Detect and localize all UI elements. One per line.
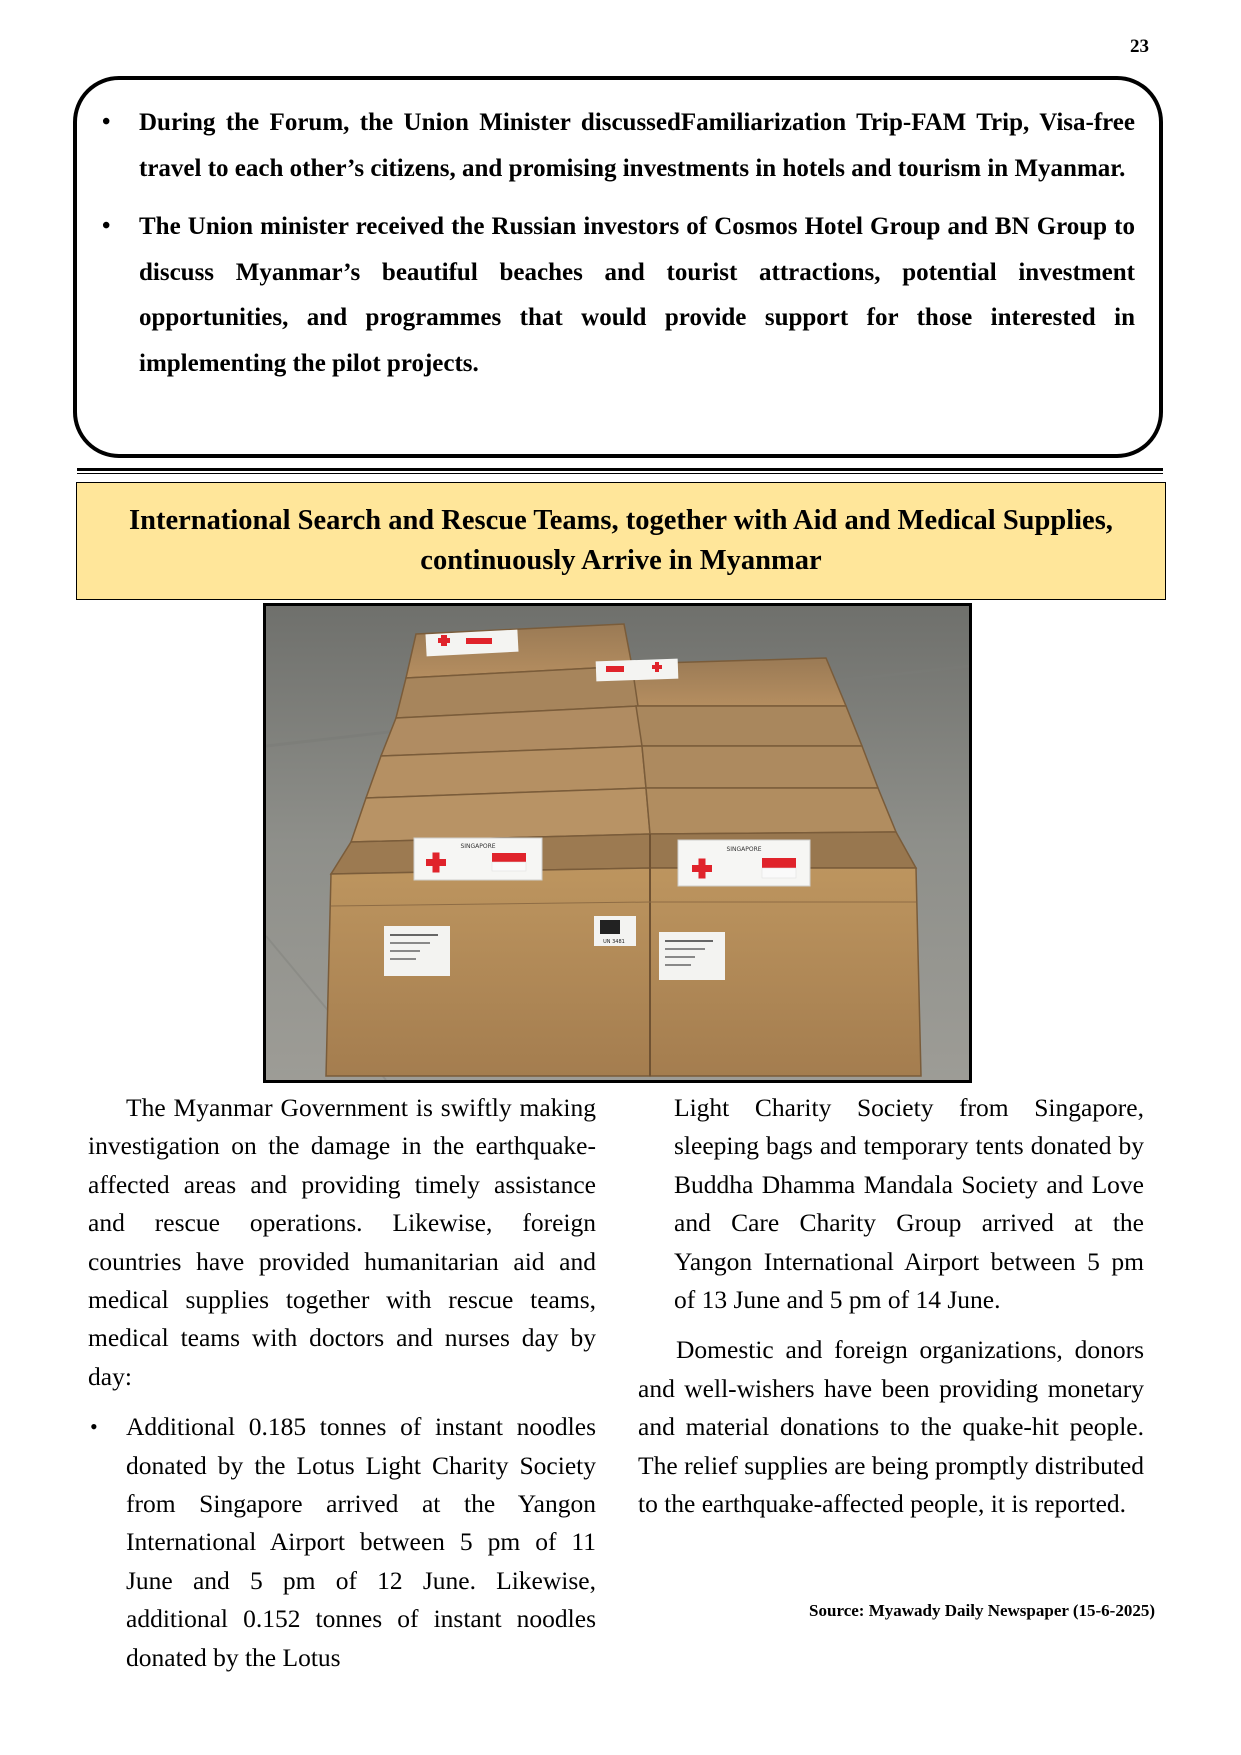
source-citation: Source: Myawady Daily Newspaper (15-6-2025) xyxy=(809,1601,1155,1620)
intro-paragraph: The Myanmar Government is swiftly making investigation on the damage in the earthquake-affected areas and providing timely assistance and rescue operations. Likewise, foreign countries have provided humanitarian aid and medical supplies together with rescue teams, medical teams with doctors and nurses day by day: xyxy=(88,1093,596,1391)
right-column xyxy=(638,1089,1144,1523)
bullet-dot: • xyxy=(90,1414,98,1440)
aid-bullet-item xyxy=(88,1408,596,1677)
rear-label-2 xyxy=(596,659,679,682)
closing-paragraph: Domestic and foreign organizations, donors and well-wishers have been providing monetary and material donations to the quake-hit people. The relief supplies are being promptly distributed to the earthquake-affected people, it is reported. xyxy=(638,1335,1144,1519)
highlight-box xyxy=(73,76,1163,458)
singapore-label-text: SINGAPORE xyxy=(726,846,762,853)
section-divider-thin xyxy=(77,473,1163,474)
headline-line-2: continuously Arrive in Myanmar xyxy=(420,545,822,576)
left-column xyxy=(88,1089,596,1677)
article-photo xyxy=(263,603,972,1083)
singapore-label-right xyxy=(678,840,810,886)
headline-line-1: International Search and Rescue Teams, together with Aid and Medical Supplies, xyxy=(129,505,1113,536)
singapore-label-left xyxy=(414,838,542,880)
address-label-left xyxy=(384,926,450,976)
singapore-label-text: SINGAPORE xyxy=(460,843,496,850)
aid-boxes-photo xyxy=(266,606,969,1080)
aid-bullet-text: Additional 0.185 tonnes of instant noodles donated by the Lotus Light Charity Society from Singapore arrived at the Yangon International Airport between 5 pm of 11 June and 5 pm of 12 June. Likewise, additional 0.152 tonnes of instant noodles donated by the Lotus xyxy=(126,1412,596,1672)
page-number: 23 xyxy=(1130,36,1149,57)
article-headline xyxy=(76,482,1166,600)
section-divider xyxy=(77,468,1163,471)
hazard-label-text: UN 3481 xyxy=(603,939,625,945)
hazard-label xyxy=(594,916,636,946)
highlight-bullet-list xyxy=(97,100,1135,386)
address-label-right xyxy=(659,932,725,980)
highlight-bullet: • The Union minister received the Russian investors of Cosmos Hotel Group and BN Group to discuss Myanmar’s beautiful beaches and tourist attractions, potential investment opportunities, and programmes that would provide support for those interested in implementing the pilot projects. xyxy=(97,204,1135,386)
bullet-continuation: Light Charity Society from Singapore, sleeping bags and temporary tents donated by Buddha Dhamma Mandala Society and Love and Care Charity Group arrived at the Yangon International Airport between 5 pm of 13 June and 5 pm of 14 June. xyxy=(674,1093,1144,1315)
highlight-bullet: • During the Forum, the Union Minister discussedFamiliarization Trip-FAM Trip, Visa-free travel to each other’s citizens, and promising investments in hotels and tourism in Myanmar. xyxy=(97,100,1135,191)
